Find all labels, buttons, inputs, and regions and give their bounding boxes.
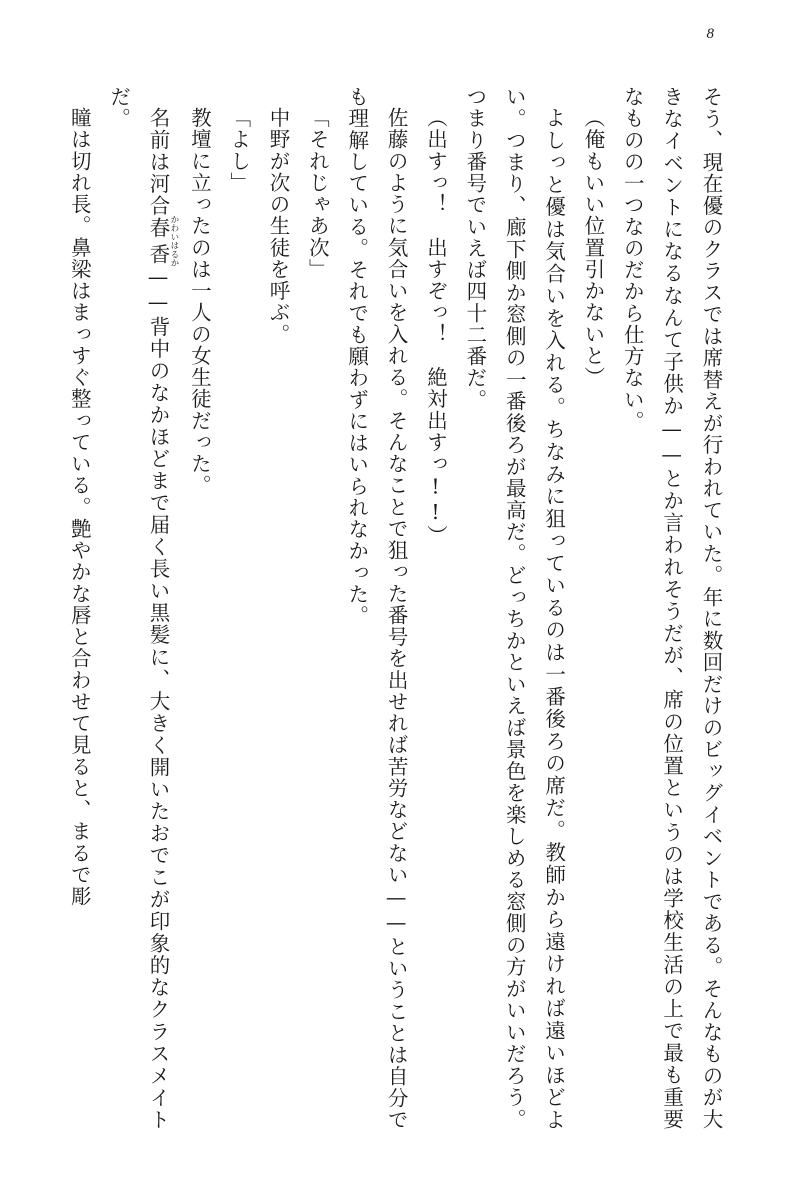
page-number: 8 xyxy=(706,26,714,42)
page-text-body xyxy=(62,86,730,1130)
paragraph: （俺もいい位置引かないと） xyxy=(580,106,605,388)
paragraph-dialogue: 「それじゃあ次」 xyxy=(305,106,330,280)
paragraph: 中野が次の生徒を呼ぶ。 xyxy=(266,106,291,345)
paragraph: 教壇に立ったのは一人の女生徒だった。 xyxy=(187,106,212,496)
paragraph-with-ruby xyxy=(98,86,179,1130)
ruby-base-before: 名前は河合 xyxy=(145,106,170,217)
paragraph: よしっと優は気合いを入れる。ちなみに狙っているのは一番後ろの席だ。教師から遠ければ遠いほどよい。つまり、廊下側か窓側の一番後ろが最高だ。どっちかといえば景色を楽しめる窓側の方がいいだろう。つまり番号でいえば四十二番だ。 xyxy=(462,86,566,1130)
paragraph: 佐藤のように気合いを入れる。そんなことで狙った番号を出せれば苦労などない——ということは自分でも理解している。それでも願わずにはいられなかった。 xyxy=(344,86,409,1130)
ruby-text: かわいはるか xyxy=(168,214,179,267)
ruby-base: 春香 xyxy=(145,214,170,267)
ruby-text-after: ——背中のなかほどまで届く長い黒髪に、大きく開いたおでこが印象的なクラスメイトだ。 xyxy=(106,86,170,1130)
paragraph: 瞳は切れ長。鼻梁はまっすぐ整っている。艶やかな唇と合わせて見ると、まるで彫 xyxy=(67,106,92,907)
paragraph-dialogue: 「よし」 xyxy=(226,106,251,194)
ruby-annotation xyxy=(145,214,179,267)
paragraph: （出すっ！ 出すぞっ！ 絶対出すっ!!） xyxy=(423,106,448,547)
paragraph: そう、現在優のクラスでは席替えが行われていた。年に数回だけのビッグイベントである。そんなものが大きなイベントになるなんて子供か——とか言われそうだが、席の位置というのは学校生活の上で最も重要なものの一つなのだから仕方ない。 xyxy=(620,86,723,1130)
